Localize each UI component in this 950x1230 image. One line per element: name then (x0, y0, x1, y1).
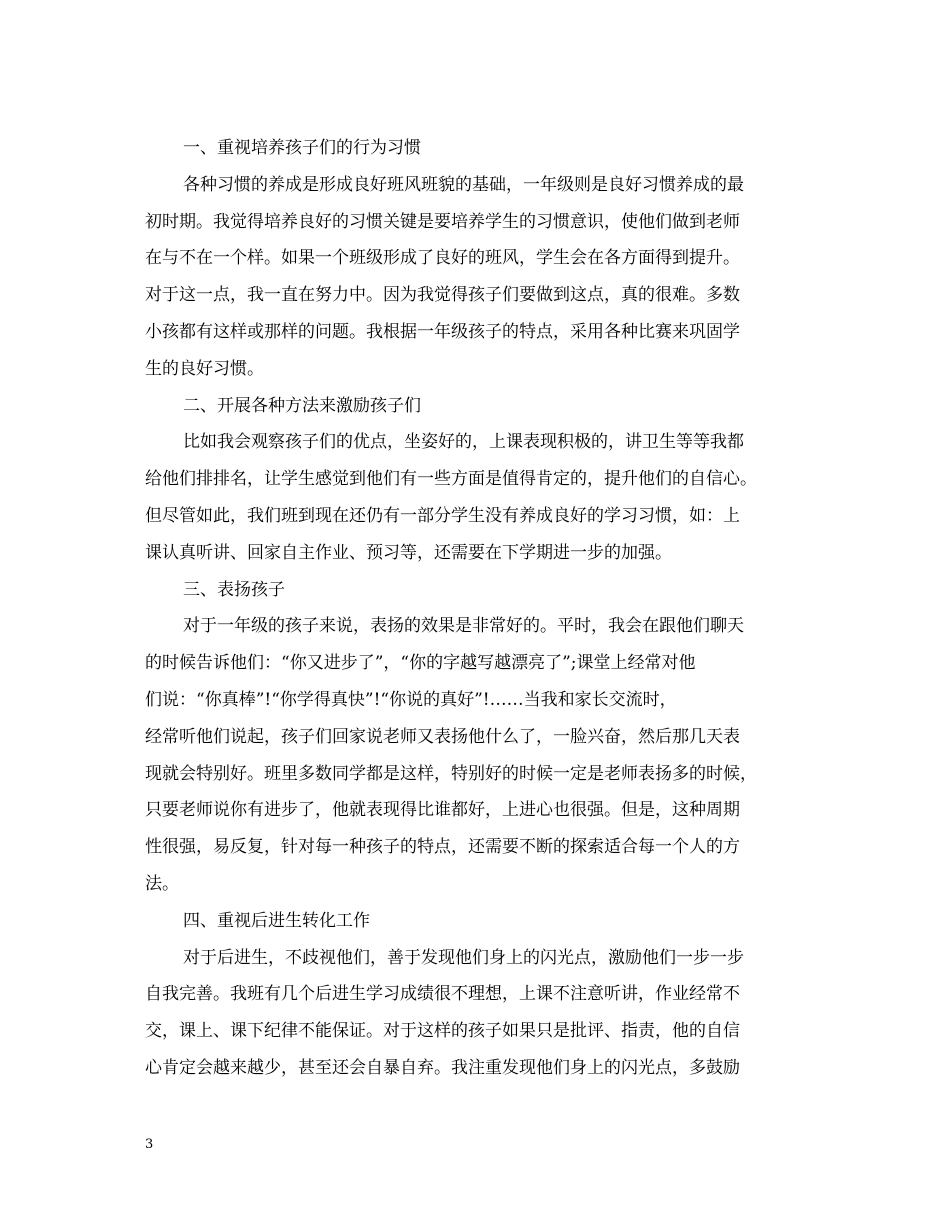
text-line: 的时候告诉他们：“你又进步了”，“你的字越写越漂亮了”;课堂上经常对他 (145, 653, 696, 674)
text-line: 二、开展各种方法来激励孩子们 (183, 395, 421, 416)
text-line: 生的良好习惯。 (145, 358, 264, 379)
text-line: 只要老师说你有进步了，他就表现得比谁都好，上进心也很强。但是，这种周期 (145, 800, 740, 821)
text-line: 给他们排排名，让学生感觉到他们有一些方面是值得肯定的，提升他们的自信心。 (145, 469, 757, 490)
text-line: 一、重视培养孩子们的行为习惯 (183, 138, 421, 158)
text-line: 初时期。我觉得培养良好的习惯关键是要培养学生的习惯意识，使他们做到老师 (145, 211, 740, 232)
text-line: 心肯定会越来越少，甚至还会自暴自弃。我注重发现他们身上的闪光点，多鼓励 (145, 1057, 740, 1078)
text-line: 们说：“你真棒”!“你学得真快”!“你说的真好”!……当我和家长交流时， (145, 689, 677, 710)
text-line: 法。 (145, 873, 179, 894)
text-line: 三、表扬孩子 (183, 579, 285, 600)
text-line: 自我完善。我班有几个后进生学习成绩很不理想，上课不注意听讲，作业经常不 (145, 984, 740, 1005)
text-line: 性很强，易反复，针对每一种孩子的特点，还需要不断的探索适合每一个人的方 (145, 837, 740, 858)
text-line: 但尽管如此，我们班到现在还仍有一部分学生没有养成良好的学习习惯，如：上 (145, 505, 740, 526)
text-line: 比如我会观察孩子们的优点，坐姿好的，上课表现积极的，讲卫生等等我都 (183, 432, 744, 453)
text-line: 各种习惯的养成是形成良好班风班貌的基础，一年级则是良好习惯养成的最 (183, 174, 744, 195)
text-line: 小孩都有这样或那样的问题。我根据一年级孩子的特点，采用各种比赛来巩固学 (145, 321, 740, 342)
text-line: 对于这一点，我一直在努力中。因为我觉得孩子们要做到这点，真的很难。多数 (145, 285, 740, 306)
text-line: 在与不在一个样。如果一个班级形成了良好的班风，学生会在各方面得到提升。 (145, 248, 740, 269)
text-line: 对于一年级的孩子来说，表扬的效果是非常好的。平时，我会在跟他们聊天 (183, 616, 744, 637)
document-body (145, 130, 807, 1087)
text-line: 现就会特别好。班里多数同学都是这样，特别好的时候一定是老师表扬多的时候， (145, 763, 757, 784)
page-number: 3 (145, 1137, 154, 1152)
text-line: 课认真听讲、回家自主作业、预习等，还需要在下学期进一步的加强。 (145, 542, 672, 563)
text-line: 四、重视后进生转化工作 (183, 910, 370, 931)
text-line: 对于后进生，不歧视他们，善于发现他们身上的闪光点，激励他们一步一步 (183, 947, 744, 968)
text-line: 交，课上、课下纪律不能保证。对于这样的孩子如果只是批评、指责，他的自信 (145, 1021, 740, 1042)
text-line: 经常听他们说起，孩子们回家说老师又表扬他什么了，一脸兴奋，然后那几天表 (145, 726, 740, 747)
